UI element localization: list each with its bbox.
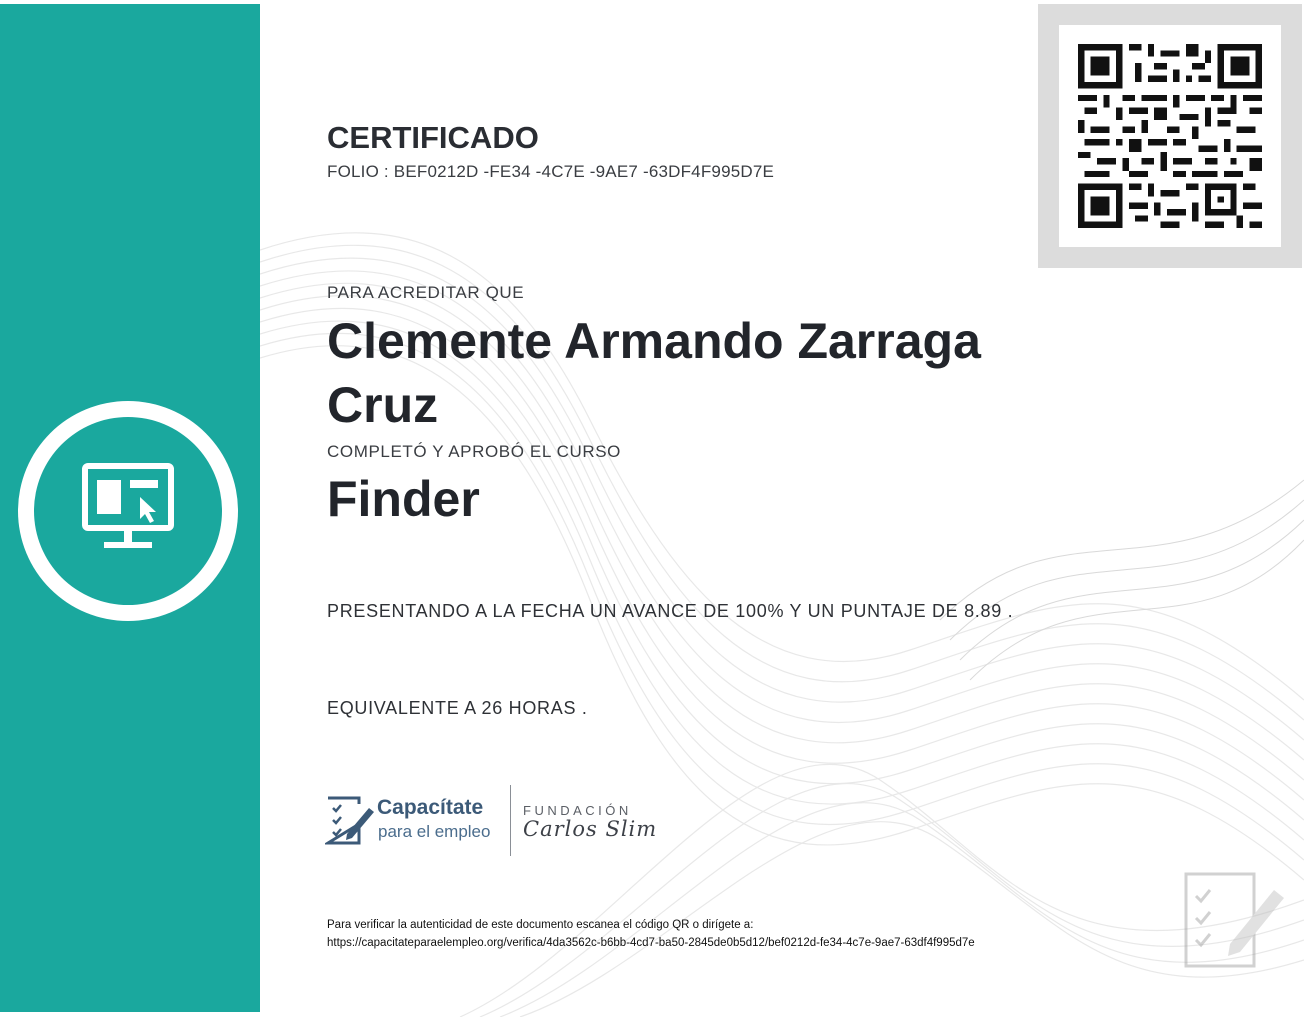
- foundation-title: FUNDACIÓN: [523, 803, 632, 818]
- accredit-label: PARA ACREDITAR QUE: [327, 283, 525, 302]
- hours-statement: EQUIVALENTE A 26 HORAS .: [327, 698, 588, 718]
- logo-divider: [510, 785, 511, 856]
- progress-statement: PRESENTANDO A LA FECHA UN AVANCE DE 100% Y UN PUNTAJE DE 8.89 .: [327, 601, 1014, 621]
- capacitate-title: Capacítate: [377, 796, 484, 819]
- foundation-signature: Carlos Slim: [523, 817, 658, 841]
- capacitate-subtitle: para el empleo: [378, 822, 491, 841]
- checklist-pen-icon: [1180, 866, 1290, 972]
- qr-code-icon[interactable]: [1078, 44, 1262, 228]
- certificate-title: CERTIFICADO: [327, 120, 539, 155]
- sidebar-emblem: [18, 401, 238, 621]
- sidebar-band: [0, 4, 260, 1012]
- monitor-cursor-icon: [82, 463, 174, 555]
- recipient-name: Clemente Armando Zarraga Cruz: [327, 313, 981, 433]
- qr-frame: [1038, 4, 1302, 268]
- checklist-pen-icon: [325, 794, 375, 846]
- capacitate-logo: [325, 794, 505, 848]
- course-name: Finder: [327, 471, 480, 527]
- verification-url[interactable]: https://capacitateparaelempleo.org/verifica/4da3562c-b6bb-4cd7-ba50-2845de0b5d12/bef0212d-fe34-4c7e-9ae7-63df4f995d7e: [327, 937, 975, 949]
- verification-instruction: Para verificar la autenticidad de este documento escanea el código QR o dirígete a:: [327, 919, 754, 931]
- folio-number: FOLIO : BEF0212D -FE34 -4C7E -9AE7 -63DF4F995D7E: [327, 162, 775, 181]
- completed-label: COMPLETÓ Y APROBÓ EL CURSO: [327, 442, 621, 461]
